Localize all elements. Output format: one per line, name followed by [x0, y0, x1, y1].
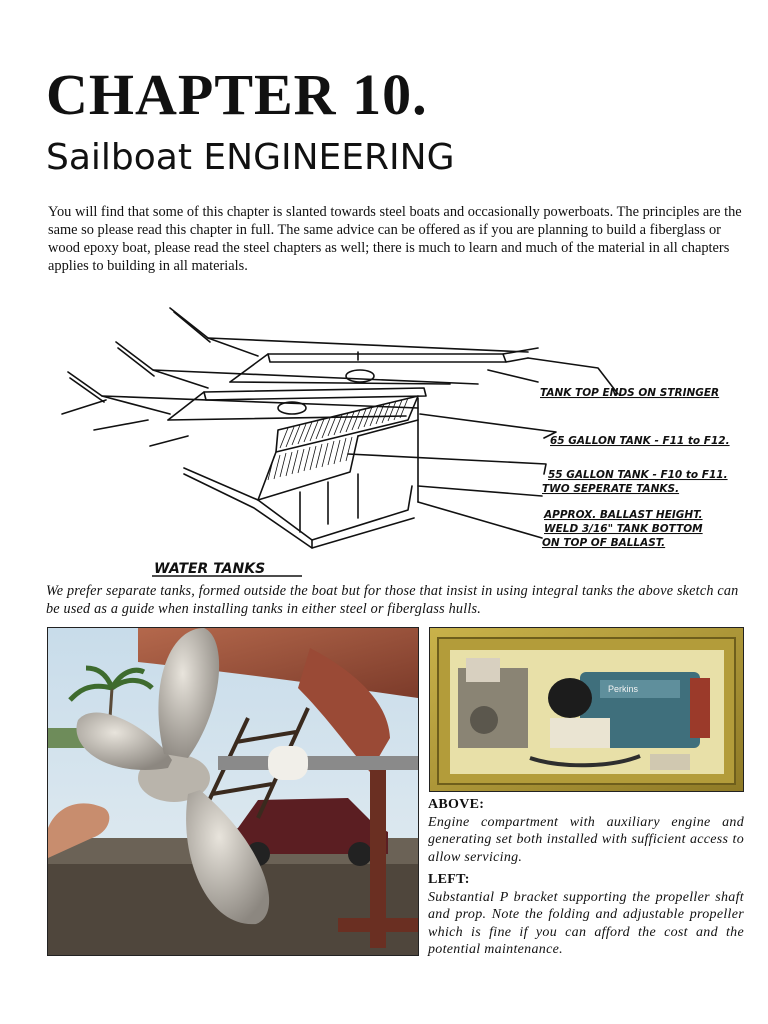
above-note-text: Engine compartment with auxiliary engine and generating set both installed with sufficient access to allow servicing.: [428, 814, 744, 865]
left-note-heading: LEFT:: [428, 872, 470, 887]
diagram-title: WATER TANKS: [154, 561, 266, 577]
label-two-tanks: TWO SEPERATE TANKS.: [542, 483, 680, 495]
above-note: [428, 796, 744, 866]
engine-compartment-photo: [429, 627, 744, 792]
label-tank-top: TANK TOP ENDS ON STRINGER: [540, 387, 720, 399]
label-weld-bottom: WELD 3/16" TANK BOTTOM: [544, 523, 703, 535]
chapter-subtitle: Sailboat ENGINEERING: [46, 137, 455, 178]
left-note-text: Substantial P bracket supporting the propeller shaft and prop. Note the folding and adjustable propeller which is fine if you can afford the cost and the potential maintenance.: [428, 889, 744, 957]
diagram-caption: We prefer separate tanks, formed outside the boat but for those that insist in using integral tanks the above sketch can be used as a guide when installing tanks in either steel or fiberglass hulls.: [46, 583, 739, 617]
intro-paragraph: You will find that some of this chapter is slanted towards steel boats and occasionally powerboats. The principles are the same so please read this chapter in full. The same advice can be offered as if you are planning to build a fiberglass or wood epoxy boat, please read the steel chapters as well; there is much to learn and much of the material in all chapters applies to building in all materials.: [48, 204, 742, 274]
propeller-photo: [47, 627, 419, 956]
label-55-gallon: 55 GALLON TANK - F10 to F11.: [548, 469, 728, 481]
water-tanks-diagram: [58, 296, 748, 584]
left-note: [428, 871, 744, 959]
label-65-gallon: 65 GALLON TANK - F11 to F12.: [550, 435, 730, 447]
label-on-ballast: ON TOP OF BALLAST.: [542, 537, 666, 549]
chapter-title: CHAPTER 10.: [46, 62, 428, 127]
above-note-heading: ABOVE:: [428, 797, 485, 812]
label-ballast-height: APPROX. BALLAST HEIGHT.: [544, 509, 703, 521]
engine-badge: Perkins: [608, 684, 639, 694]
